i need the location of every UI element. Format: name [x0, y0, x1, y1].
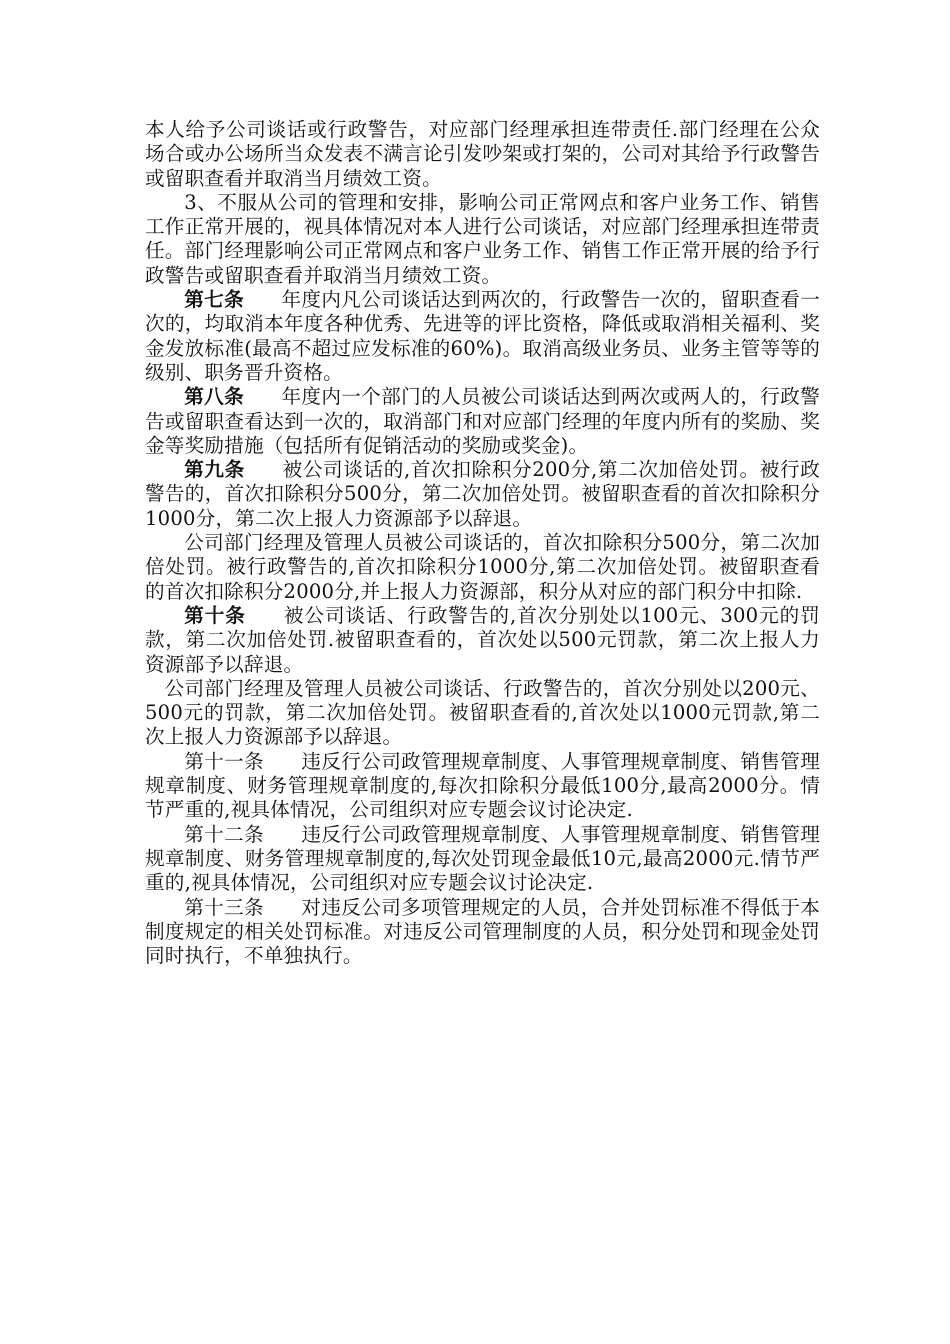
paragraph-item-3	[145, 191, 820, 288]
article-7	[145, 288, 820, 385]
article-text: 被公司谈话、行政警告的,首次分别处以100元、300元的罚款，第二次加倍处罚.被留职查看的，首次处以500元罚款，第二次上报人力资源部予以辞退。	[145, 603, 820, 676]
article-title: 第十条	[184, 603, 246, 627]
article-text: 对违反公司多项管理规定的人员，合并处罚标准不得低于本制度规定的相关处罚标准。对违反公司管理制度的人员，积分处罚和现金处罚同时执行，不单独执行。	[145, 895, 820, 968]
article-10	[145, 604, 820, 677]
article-13	[145, 896, 820, 969]
article-12	[145, 823, 820, 896]
paragraph-text: 本人给予公司谈话或行政警告，对应部门经理承担连带责任.部门经理在公众场合或办公场所当众发表不满言论引发吵架或打架的，公司对其给予行政警告或留职查看并取消当月绩效工资。	[145, 118, 820, 190]
article-text: 年度内一个部门的人员被公司谈话达到两次或两人的，行政警告或留职查看达到一次的，取消部门和对应部门经理的年度内所有的奖励、奖金等奖励措施（包括所有促销活动的奖励或奖金)。	[145, 385, 820, 457]
article-text: 被公司谈话的,首次扣除积分200分,第二次加倍处罚。被行政警告的，首次扣除积分500分，第二次加倍处罚。被留职查看的首次扣除积分1000分，第二次上报人力资源部予以辞退。	[145, 458, 820, 530]
article-text: 年度内凡公司谈话达到两次的，行政警告一次的，留职查看一次的，均取消本年度各种优秀、先进等的评比资格，降低或取消相关福利、奖金发放标准(最高不超过应发标准的60%)。取消高级业务员、业务主管等等的级别、职务晋升资格。	[145, 288, 820, 384]
article-text: 违反行公司政管理规章制度、人事管理规章制度、销售管理规章制度、财务管理规章制度的,每次扣除积分最低100分,最高2000分。情节严重的,视具体情况，公司组织对应专题会议讨论决定.	[145, 749, 820, 822]
article-title: 第十二条	[184, 822, 264, 846]
article-title: 第十一条	[184, 749, 264, 773]
paragraph-continuation	[145, 118, 820, 191]
article-text: 违反行公司政管理规章制度、人事管理规章制度、销售管理规章制度、财务管理规章制度的,每次处罚现金最低10元,最高2000元.情节严重的,视具体情况，公司组织对应专题会议讨论决定.	[145, 822, 820, 895]
article-9-managers	[145, 531, 820, 604]
article-10-managers	[145, 677, 820, 750]
article-11	[145, 750, 820, 823]
article-title: 第九条	[184, 458, 245, 482]
document-body	[145, 118, 820, 968]
paragraph-text: 公司部门经理及管理人员被公司谈话、行政警告的，首次分别处以200元、500元的罚款，第二次加倍处罚。被留职查看的,首次处以1000元罚款,第二次上报人力资源部予以辞退。	[145, 676, 820, 749]
paragraph-text: 公司部门经理及管理人员被公司谈话的，首次扣除积分500分，第二次加倍处罚。被行政警告的,首次扣除积分1000分,第二次加倍处罚。被留职查看的首次扣除积分2000分,并上报人力资源部，积分从对应的部门积分中扣除.	[145, 531, 820, 603]
article-title: 第八条	[184, 385, 245, 409]
article-9	[145, 458, 820, 531]
article-8	[145, 385, 820, 458]
article-title: 第十三条	[184, 895, 264, 919]
article-title: 第七条	[184, 288, 245, 312]
paragraph-text: 3、不服从公司的管理和安排，影响公司正常网点和客户业务工作、销售工作正常开展的，视具体情况对本人进行公司谈话，对应部门经理承担连带责任。部门经理影响公司正常网点和客户业务工作、销售工作正常开展的给予行政警告或留职查看并取消当月绩效工资。	[145, 190, 820, 287]
